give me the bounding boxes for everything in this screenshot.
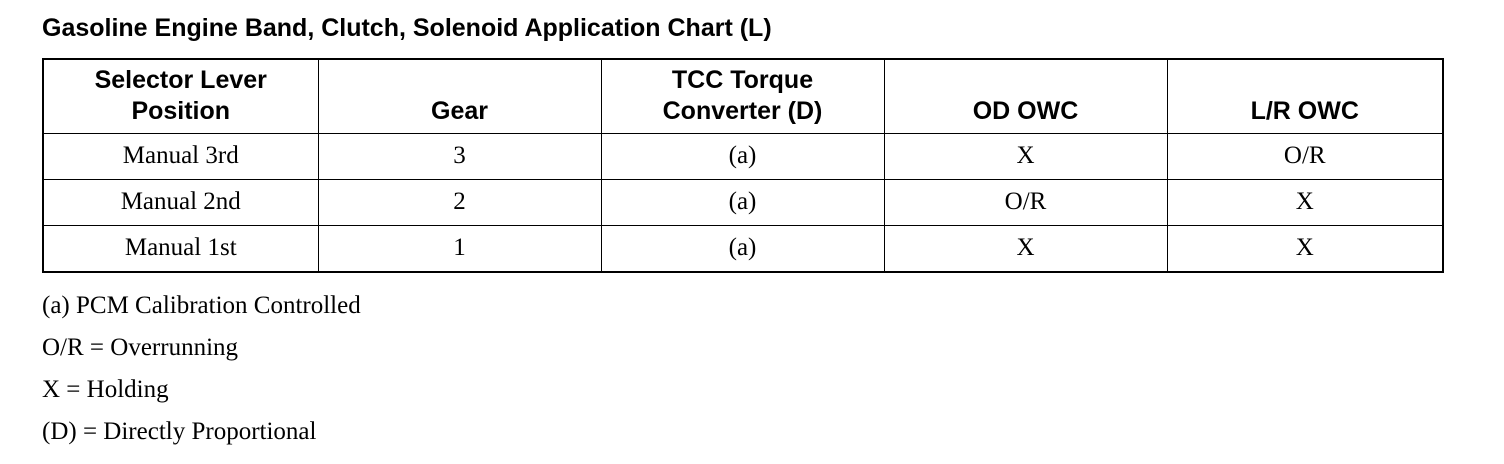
cell-selector-position: Manual 1st [43,225,318,272]
header-gear: Gear [318,59,601,133]
chart-title: Gasoline Engine Band, Clutch, Solenoid Application Chart (L) [42,14,772,42]
footnote-directly-proportional: (D) = Directly Proportional [42,418,317,445]
cell-gear: 2 [318,179,601,225]
header-lr-owc: L/R OWC [1167,59,1443,133]
cell-lr-owc: X [1167,225,1443,272]
cell-lr-owc: X [1167,179,1443,225]
cell-selector-position: Manual 3rd [43,133,318,179]
table-row [43,179,1443,225]
cell-tcc-torque-converter: (a) [601,179,884,225]
header-selector-lever-position: Selector Lever Position [43,59,318,133]
table-header-row [43,59,1443,133]
table-row [43,225,1443,272]
footnote-pcm-calibration: (a) PCM Calibration Controlled [42,292,361,319]
cell-gear: 3 [318,133,601,179]
cell-od-owc: X [884,225,1167,272]
footnote-holding: X = Holding [42,376,169,403]
cell-od-owc: X [884,133,1167,179]
header-tcc-torque-converter: TCC Torque Converter (D) [601,59,884,133]
cell-od-owc: O/R [884,179,1167,225]
footnote-overrunning: O/R = Overrunning [42,334,239,361]
table-row [43,133,1443,179]
cell-tcc-torque-converter: (a) [601,225,884,272]
cell-tcc-torque-converter: (a) [601,133,884,179]
header-od-owc: OD OWC [884,59,1167,133]
footnotes [42,288,361,456]
cell-gear: 1 [318,225,601,272]
cell-selector-position: Manual 2nd [43,179,318,225]
application-chart-table [42,58,1444,273]
cell-lr-owc: O/R [1167,133,1443,179]
